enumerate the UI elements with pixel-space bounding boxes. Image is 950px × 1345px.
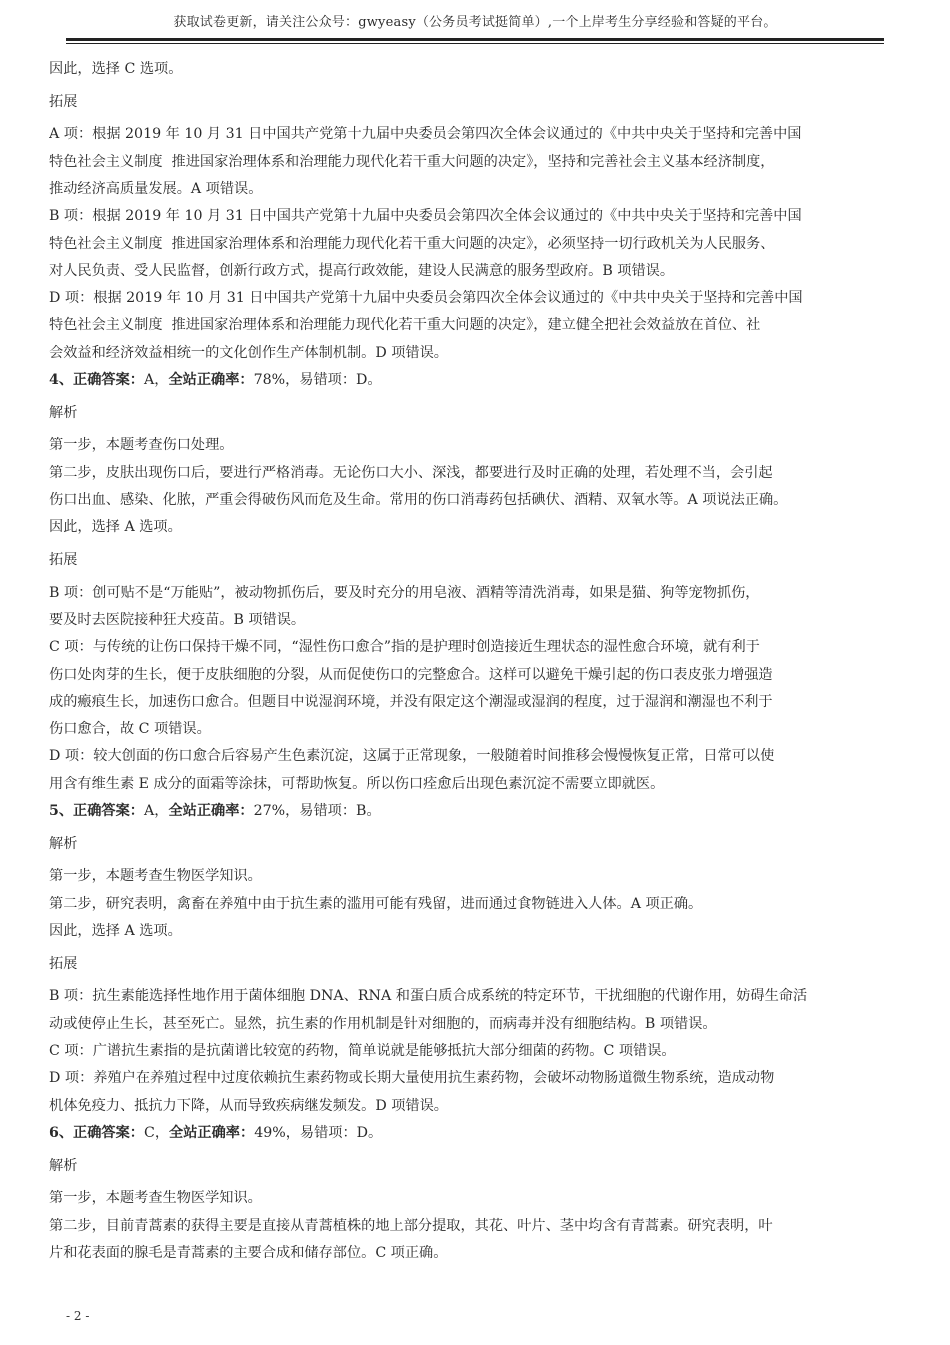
answer-number: 6、正确答案： [49,1124,144,1141]
paragraph-line-start: 解析 [49,835,78,852]
paragraph-line: 伤口处肉芽的生长，便于皮肤细胞的分裂，从而促使伤口的完整愈合。这样可以避免干燥引起的伤口表皮张力增强造 [49,666,773,683]
paragraph-line-start: 第一步，本题考查伤口处理。 [49,437,234,454]
paragraph-line: 片和花表面的腺毛是青蒿素的主要合成和储存部位。C 项正确。 [49,1244,448,1261]
header-rule-thick [66,38,884,41]
paragraph-line: 要及时去医院接种狂犬疫苗。B 项错误。 [49,611,306,628]
paragraph-line: 对人民负责、受人民监督，创新行政方式，提高行政效能，建设人民满意的服务型政府。B 项错误。 [49,262,675,279]
paragraph-line-start: 拓展 [49,955,78,972]
answer-number: 5、正确答案： [49,803,144,820]
paragraph-line: C 项：广谱抗生素指的是抗菌谱比较宽的药物，简单说就是能够抵抗大部分细菌的药物。C 项错误。 [49,1043,676,1059]
answer-letter: A， [144,803,169,820]
paragraph-line: 特色社会主义制度 推进国家治理体系和治理能力现代化若干重大问题的决定》，必须坚持一切行政机关为人民服务、 [49,235,775,252]
paragraph-line: D 项：根据 2019 年 10 月 31 日中国共产党第十九届中央委员会第四次全体会议通过的《中共中央关于坚持和完善中国 [49,290,803,307]
paragraph-line: 第二步，目前青蒿素的获得主要是直接从青蒿植株的地上部分提取，其花、叶片、茎中均含有青蒿素。研究表明，叶 [49,1217,773,1234]
paragraph-line: 因此，选择 C 选项。 [49,61,183,77]
paragraph-line: D 项：养殖户在养殖过程中过度依赖抗生素药物或长期大量使用抗生素药物，会破坏动物肠道微生物系统，造成动物 [49,1070,775,1087]
paragraph-line: 动或使停止生长，甚至死亡。显然，抗生素的作用机制是针对细胞的，而病毒并没有细胞结构。B 项错误。 [49,1015,717,1032]
paragraph-line: 伤口愈合，故 C 项错误。 [49,721,211,738]
accuracy-label: 全站正确率： [169,1124,255,1141]
accuracy-detail: 78%，易错项：D。 [253,372,382,389]
paragraph-line-start: 拓展 [49,552,78,568]
paragraph-line: 特色社会主义制度 推进国家治理体系和治理能力现代化若干重大问题的决定》，坚持和完善社会主义基本经济制度， [49,153,775,170]
answer-number: 4、正确答案： [49,372,144,389]
paragraph-line: 成的瘢痕生长，加速伤口愈合。但题目中说湿润环境，并没有限定这个潮湿或湿润的程度，过于湿润和潮湿也不利于 [49,693,773,710]
paragraph-line-start: A 项：根据 2019 年 10 月 31 日中国共产党第十九届中央委员会第四次全体会议通过的《中共中央关于坚持和完善中国 [49,126,802,143]
answer-letter: A， [144,372,169,389]
paragraph-line: 因此，选择 A 选项。 [49,923,182,940]
paragraph-line-start: 第一步，本题考查生物医学知识。 [49,868,262,885]
paragraph-line: 第二步，皮肤出现伤口后，要进行严格消毒。无论伤口大小、深浅，都要进行及时正确的处理，若处理不当，会引起 [49,464,773,481]
paragraph-line-start: 解析 [49,404,78,421]
page-number: - 2 - [66,1309,90,1323]
accuracy-detail: 27%，易错项：B。 [253,803,381,820]
paragraph-line: B 项：根据 2019 年 10 月 31 日中国共产党第十九届中央委员会第四次全体会议通过的《中共中央关于坚持和完善中国 [49,208,802,225]
header-rule-thin [66,43,884,44]
paragraph-line: 特色社会主义制度 推进国家治理体系和治理能力现代化若干重大问题的决定》，建立健全把社会效益放在首位、社 [49,317,761,334]
page-header: 获取试卷更新，请关注公众号：gwyeasy（公务员考试挺简单）,一个上岸考生分享经验和答疑的平台。 [173,15,777,30]
paragraph-line: D 项：较大创面的伤口愈合后容易产生色素沉淀，这属于正常现象，一般随着时间推移会慢慢恢复正常，日常可以使 [49,748,775,765]
paragraph-line-start: 解析 [49,1157,78,1174]
answer-letter: C， [144,1124,170,1141]
paragraph-line: 推动经济高质量发展。A 项错误。 [49,180,263,197]
paragraph-line: 机体免疫力、抵抗力下降，从而导致疾病继发频发。D 项错误。 [49,1097,448,1114]
paragraph-line: C 项：与传统的让伤口保持干燥不同，“湿性伤口愈合”指的是护理时创造接近生理状态的湿性愈合环境，就有利于 [49,639,760,656]
paragraph-line-start: B 项：抗生素能选择性地作用于菌体细胞 DNA、RNA 和蛋白质合成系统的特定环节，干扰细胞的代谢作用，妨碍生命活 [49,988,808,1005]
accuracy-detail: 49%，易错项：D。 [254,1124,383,1141]
accuracy-label: 全站正确率： [168,372,254,389]
paragraph-line-start: 第一步，本题考查生物医学知识。 [49,1190,262,1207]
paragraph-line: 伤口出血、感染、化脓，严重会得破伤风而危及生命。常用的伤口消毒药包括碘伏、酒精、双氧水等。A 项说法正确。 [49,492,788,509]
paragraph-line: 因此，选择 A 选项。 [49,519,182,536]
paragraph-line: 用含有维生素 E 成分的面霜等涂抹，可帮助恢复。所以伤口痊愈后出现色素沉淀不需要立即就医。 [49,775,665,792]
paragraph-line: 会效益和经济效益相统一的文化创作生产体制机制。D 项错误。 [49,344,448,361]
accuracy-label: 全站正确率： [168,803,254,820]
answer-line [49,367,901,394]
paragraph-line: 第二步，研究表明，禽畜在养殖中由于抗生素的滥用可能有残留，进而通过食物链进入人体。A 项正确。 [49,895,703,912]
paragraph-line-start: B 项：创可贴不是“万能贴”，被动物抓伤后，要及时充分的用皂液、酒精等清洗消毒，如果是猫、狗等宠物抓伤， [49,584,760,601]
document-body [49,56,901,1267]
answer-line [49,1120,901,1147]
answer-line [49,798,901,825]
paragraph-line-start: 拓展 [49,93,78,110]
